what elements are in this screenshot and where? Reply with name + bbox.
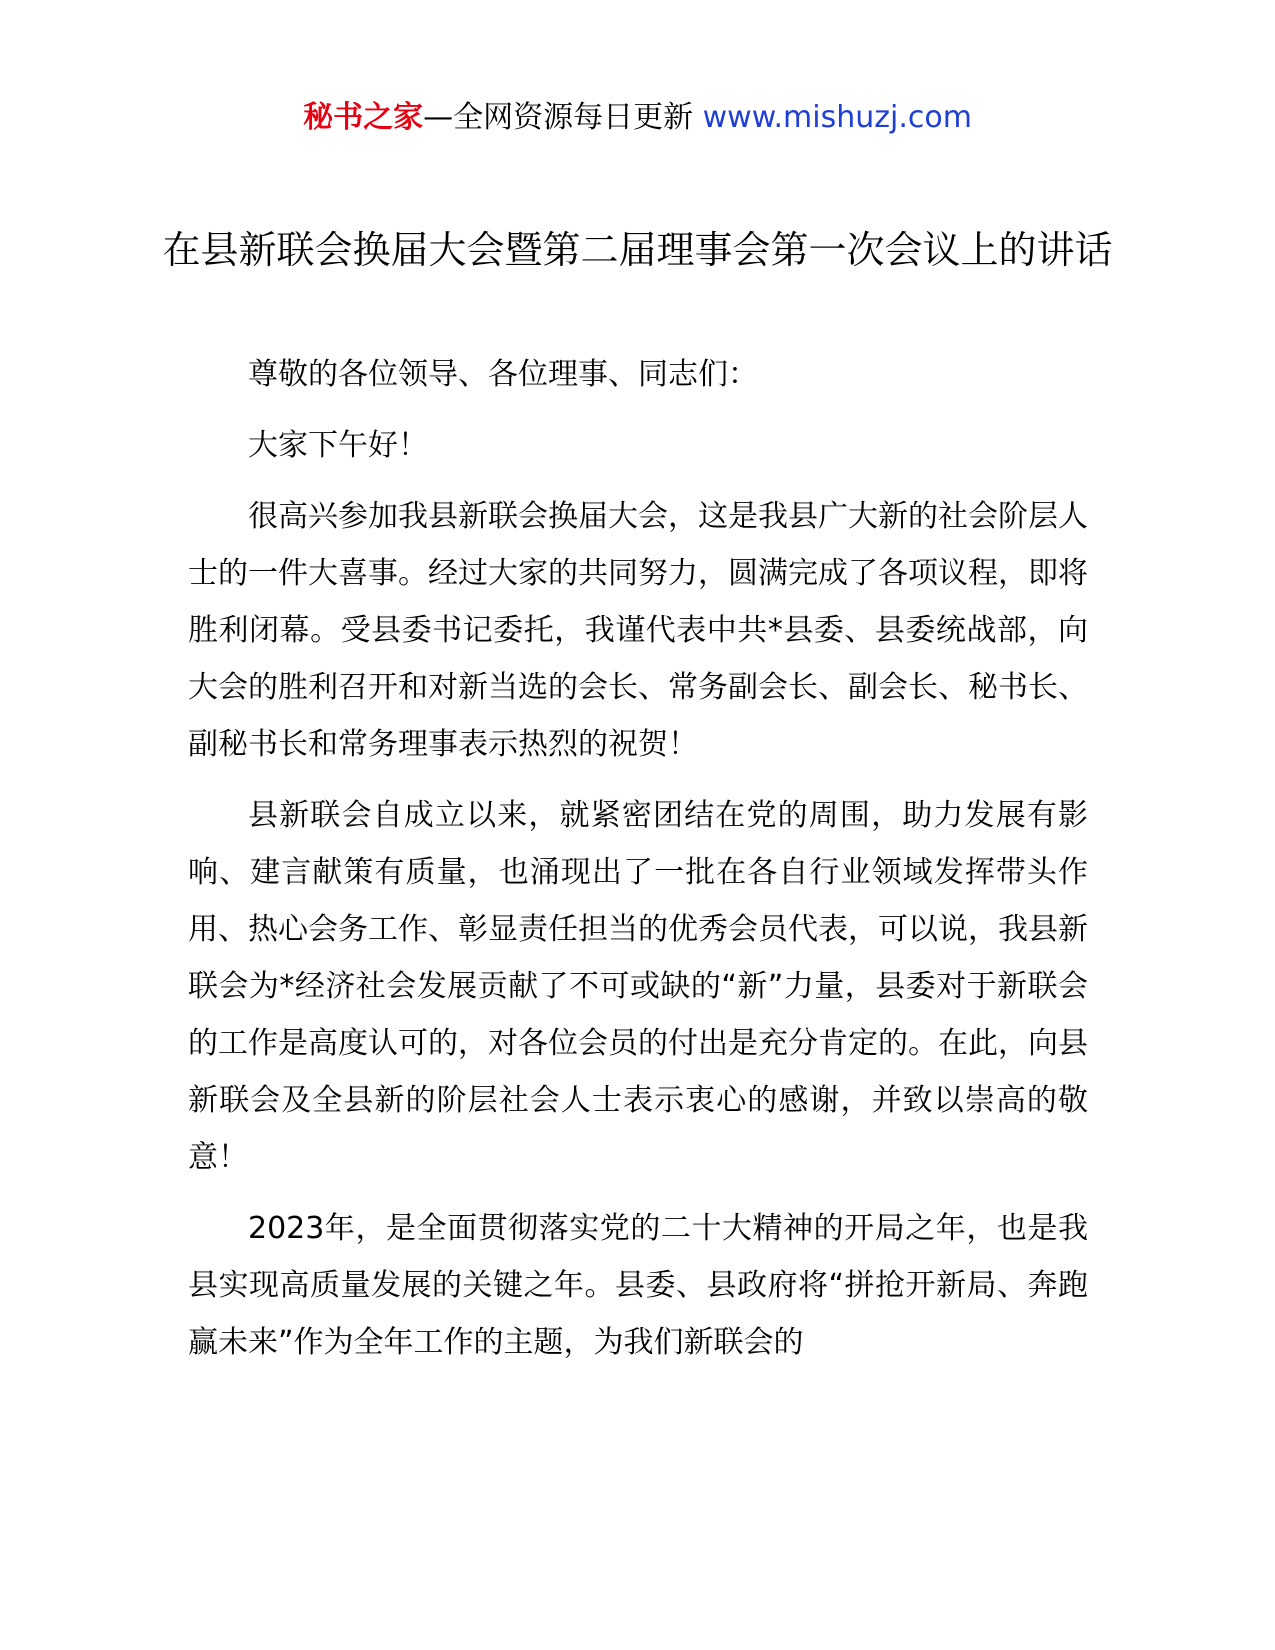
body-paragraph-3: 2023年，是全面贯彻落实党的二十大精神的开局之年，也是我县实现高质量发展的关键之年。县委、县政府将“拼抢开新局、奔跑赢未来”作为全年工作的主题，为我们新联会的 (188, 1211, 1088, 1360)
salutation: 尊敬的各位领导、各位理事、同志们： (248, 357, 758, 392)
site-tagline: —全网资源每日更新 (423, 100, 694, 135)
body-paragraph-2: 县新联会自成立以来，就紧密团结在党的周围，助力发展有影响、建言献策有质量，也涌现出了一批在各自行业领域发挥带头作用、热心会务工作、彰显责任担当的优秀会员代表，可以说，我县新联会为*经济社会发展贡献了不可或缺的“新”力量，县委对于新联会的工作是高度认可的，对各位会员的付出是充分肯定的。在此，向县新联会及全县新的阶层社会人士表示衷心的感谢，并致以崇高的敬意！ (188, 798, 1088, 1175)
greeting: 大家下午好！ (248, 428, 428, 463)
document-title: 在县新联会换届大会暨第二届理事会第一次会议上的讲话 (162, 228, 1113, 272)
document-body (188, 346, 1088, 1385)
body-paragraph-1: 很高兴参加我县新联会换届大会，这是我县广大新的社会阶层人士的一件大喜事。经过大家的共同努力，圆满完成了各项议程，即将胜利闭幕。受县委书记委托，我谨代表中共*县委、县委统战部，向大会的胜利召开和对新当选的会长、常务副会长、副会长、秘书长、副秘书长和常务理事表示热烈的祝贺！ (188, 499, 1088, 762)
site-url-link[interactable]: www.mishuzj.com (702, 100, 972, 135)
site-header (0, 98, 1275, 138)
site-brand: 秘书之家 (303, 100, 424, 135)
